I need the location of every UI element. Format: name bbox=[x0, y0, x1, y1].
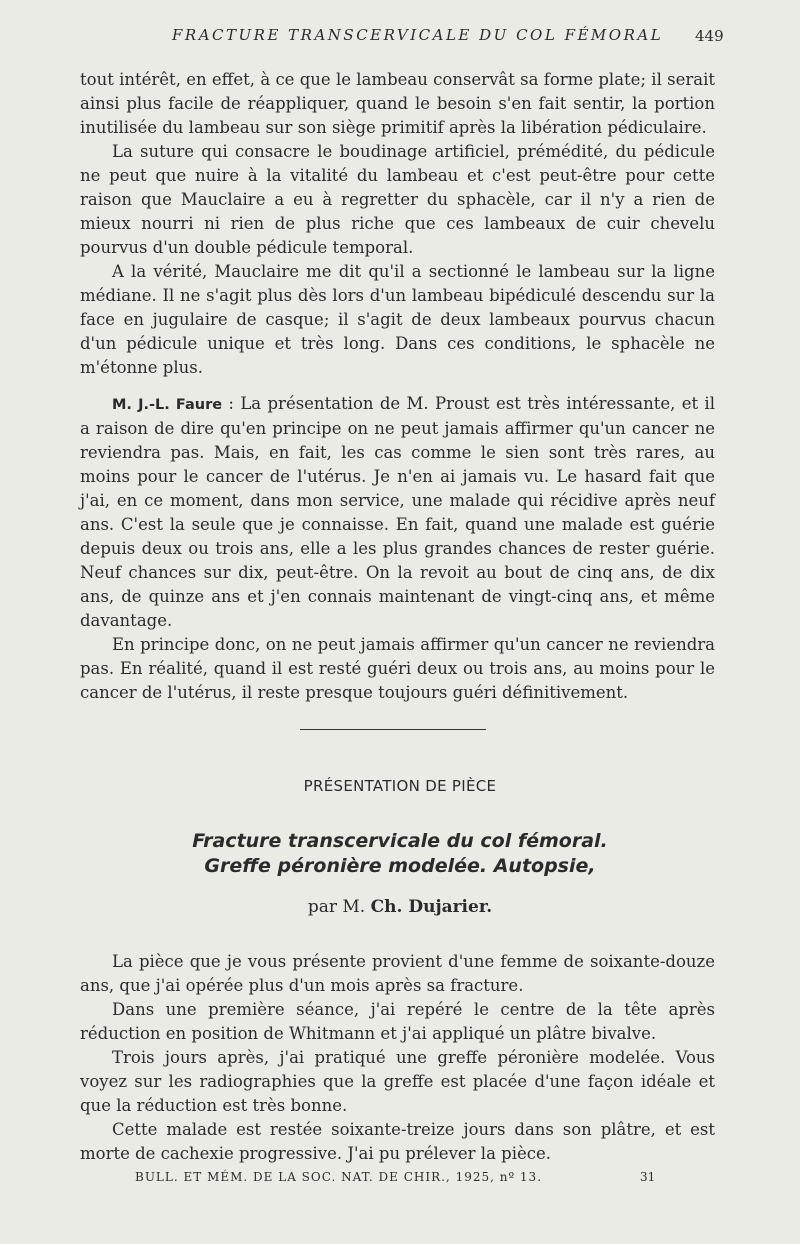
journal-citation: BULL. ET MÉM. DE LA SOC. NAT. DE CHIR., 1925, nº 13. bbox=[135, 1170, 543, 1184]
footer bbox=[135, 1170, 660, 1184]
speaker-remarks: : La présentation de M. Proust est très intéressante, et il a raison de dire qu'en principe on ne peut jamais affirmer qu'un cancer ne reviendra pas. Mais, en fait, les cas comme le sien sont très rares, au moins pour le cancer de l'utérus. Je n'en ai jamais vu. Le hasard fait que j'ai, en ce moment, dans mon service, une malade qui récidive après neuf ans. C'est la seule que je connaisse. En fait, quand une malade est guérie depuis deux ou trois ans, elle a les plus grandes chances de rester guérie. Neuf chances sur dix, peut-être. On la revoit au bout de cinq ans, de dix ans, de quinze ans et j'en connais maintenant de vingt-cinq ans, et même davantage. bbox=[80, 394, 715, 630]
presentation-text bbox=[80, 950, 715, 1166]
paragraph: tout intérêt, en effet, à ce que le lambeau conservât sa forme plate; il serait ainsi plus facile de réappliquer, quand le besoin s'en fait sentir, la portion inutilisée du lambeau sur son siège primitif après la libération pédiculaire. bbox=[80, 70, 715, 137]
article-title bbox=[0, 829, 800, 879]
section-divider bbox=[300, 729, 486, 730]
byline bbox=[0, 897, 800, 917]
paragraph-faure bbox=[80, 392, 715, 633]
article-title-line-1: Fracture transcervicale du col fémoral. bbox=[192, 830, 608, 852]
byline-prefix: par M. bbox=[307, 897, 371, 917]
paragraph: La suture qui consacre le boudinage artificiel, prémédité, du pédicule ne peut que nuire à la vitalité du lambeau et c'est peut-être pour cette raison que Mauclaire a eu à regretter du sphacèle, car il n'y a rien de mieux nourri ni rien de plus riche que ces lambeaux de cuir chevelu pourvus d'un double pédicule temporal. bbox=[80, 142, 715, 257]
discussion-text bbox=[80, 68, 715, 705]
paragraph: A la vérité, Mauclaire me dit qu'il a sectionné le lambeau sur la ligne médiane. Il ne s'agit plus dès lors d'un lambeau bipédiculé descendu sur la face en jugulaire de casque; il s'agit de deux lambeaux pourvus chacun d'un pédicule unique et très long. Dans ces conditions, le sphacèle ne m'étonne plus. bbox=[80, 262, 715, 377]
paragraph: La pièce que je vous présente provient d'une femme de soixante-douze ans, que j'ai opérée plus d'un mois après sa fracture. bbox=[80, 952, 715, 995]
article-title-line-2: Greffe péronière modelée. Autopsie, bbox=[204, 855, 596, 877]
section-heading: PRÉSENTATION DE PIÈCE bbox=[303, 777, 497, 795]
running-title: FRACTURE TRANSCERVICALE DU COL FÉMORAL bbox=[172, 26, 664, 44]
speaker-name: M. J.-L. Faure bbox=[112, 397, 223, 413]
author-name: Ch. Dujarier. bbox=[370, 897, 493, 917]
page-number: 449 bbox=[695, 27, 724, 45]
paragraph: Dans une première séance, j'ai repéré le centre de la tête après réduction en position de Whitmann et j'ai appliqué un plâtre bivalve. bbox=[80, 1000, 715, 1043]
paragraph: Cette malade est restée soixante-treize jours dans son plâtre, et est morte de cachexie progressive. J'ai pu prélever la pièce. bbox=[80, 1120, 715, 1163]
signature-mark: 31 bbox=[640, 1170, 656, 1184]
paragraph: Trois jours après, j'ai pratiqué une greffe péronière modelée. Vous voyez sur les radiographies que la greffe est placée d'une façon idéale et que la réduction est très bonne. bbox=[80, 1048, 715, 1115]
paragraph: En principe donc, on ne peut jamais affirmer qu'un cancer ne reviendra pas. En réalité, quand il est resté guéri deux ou trois ans, au moins pour le cancer de l'utérus, il reste presque toujours guéri définitivement. bbox=[80, 635, 715, 702]
